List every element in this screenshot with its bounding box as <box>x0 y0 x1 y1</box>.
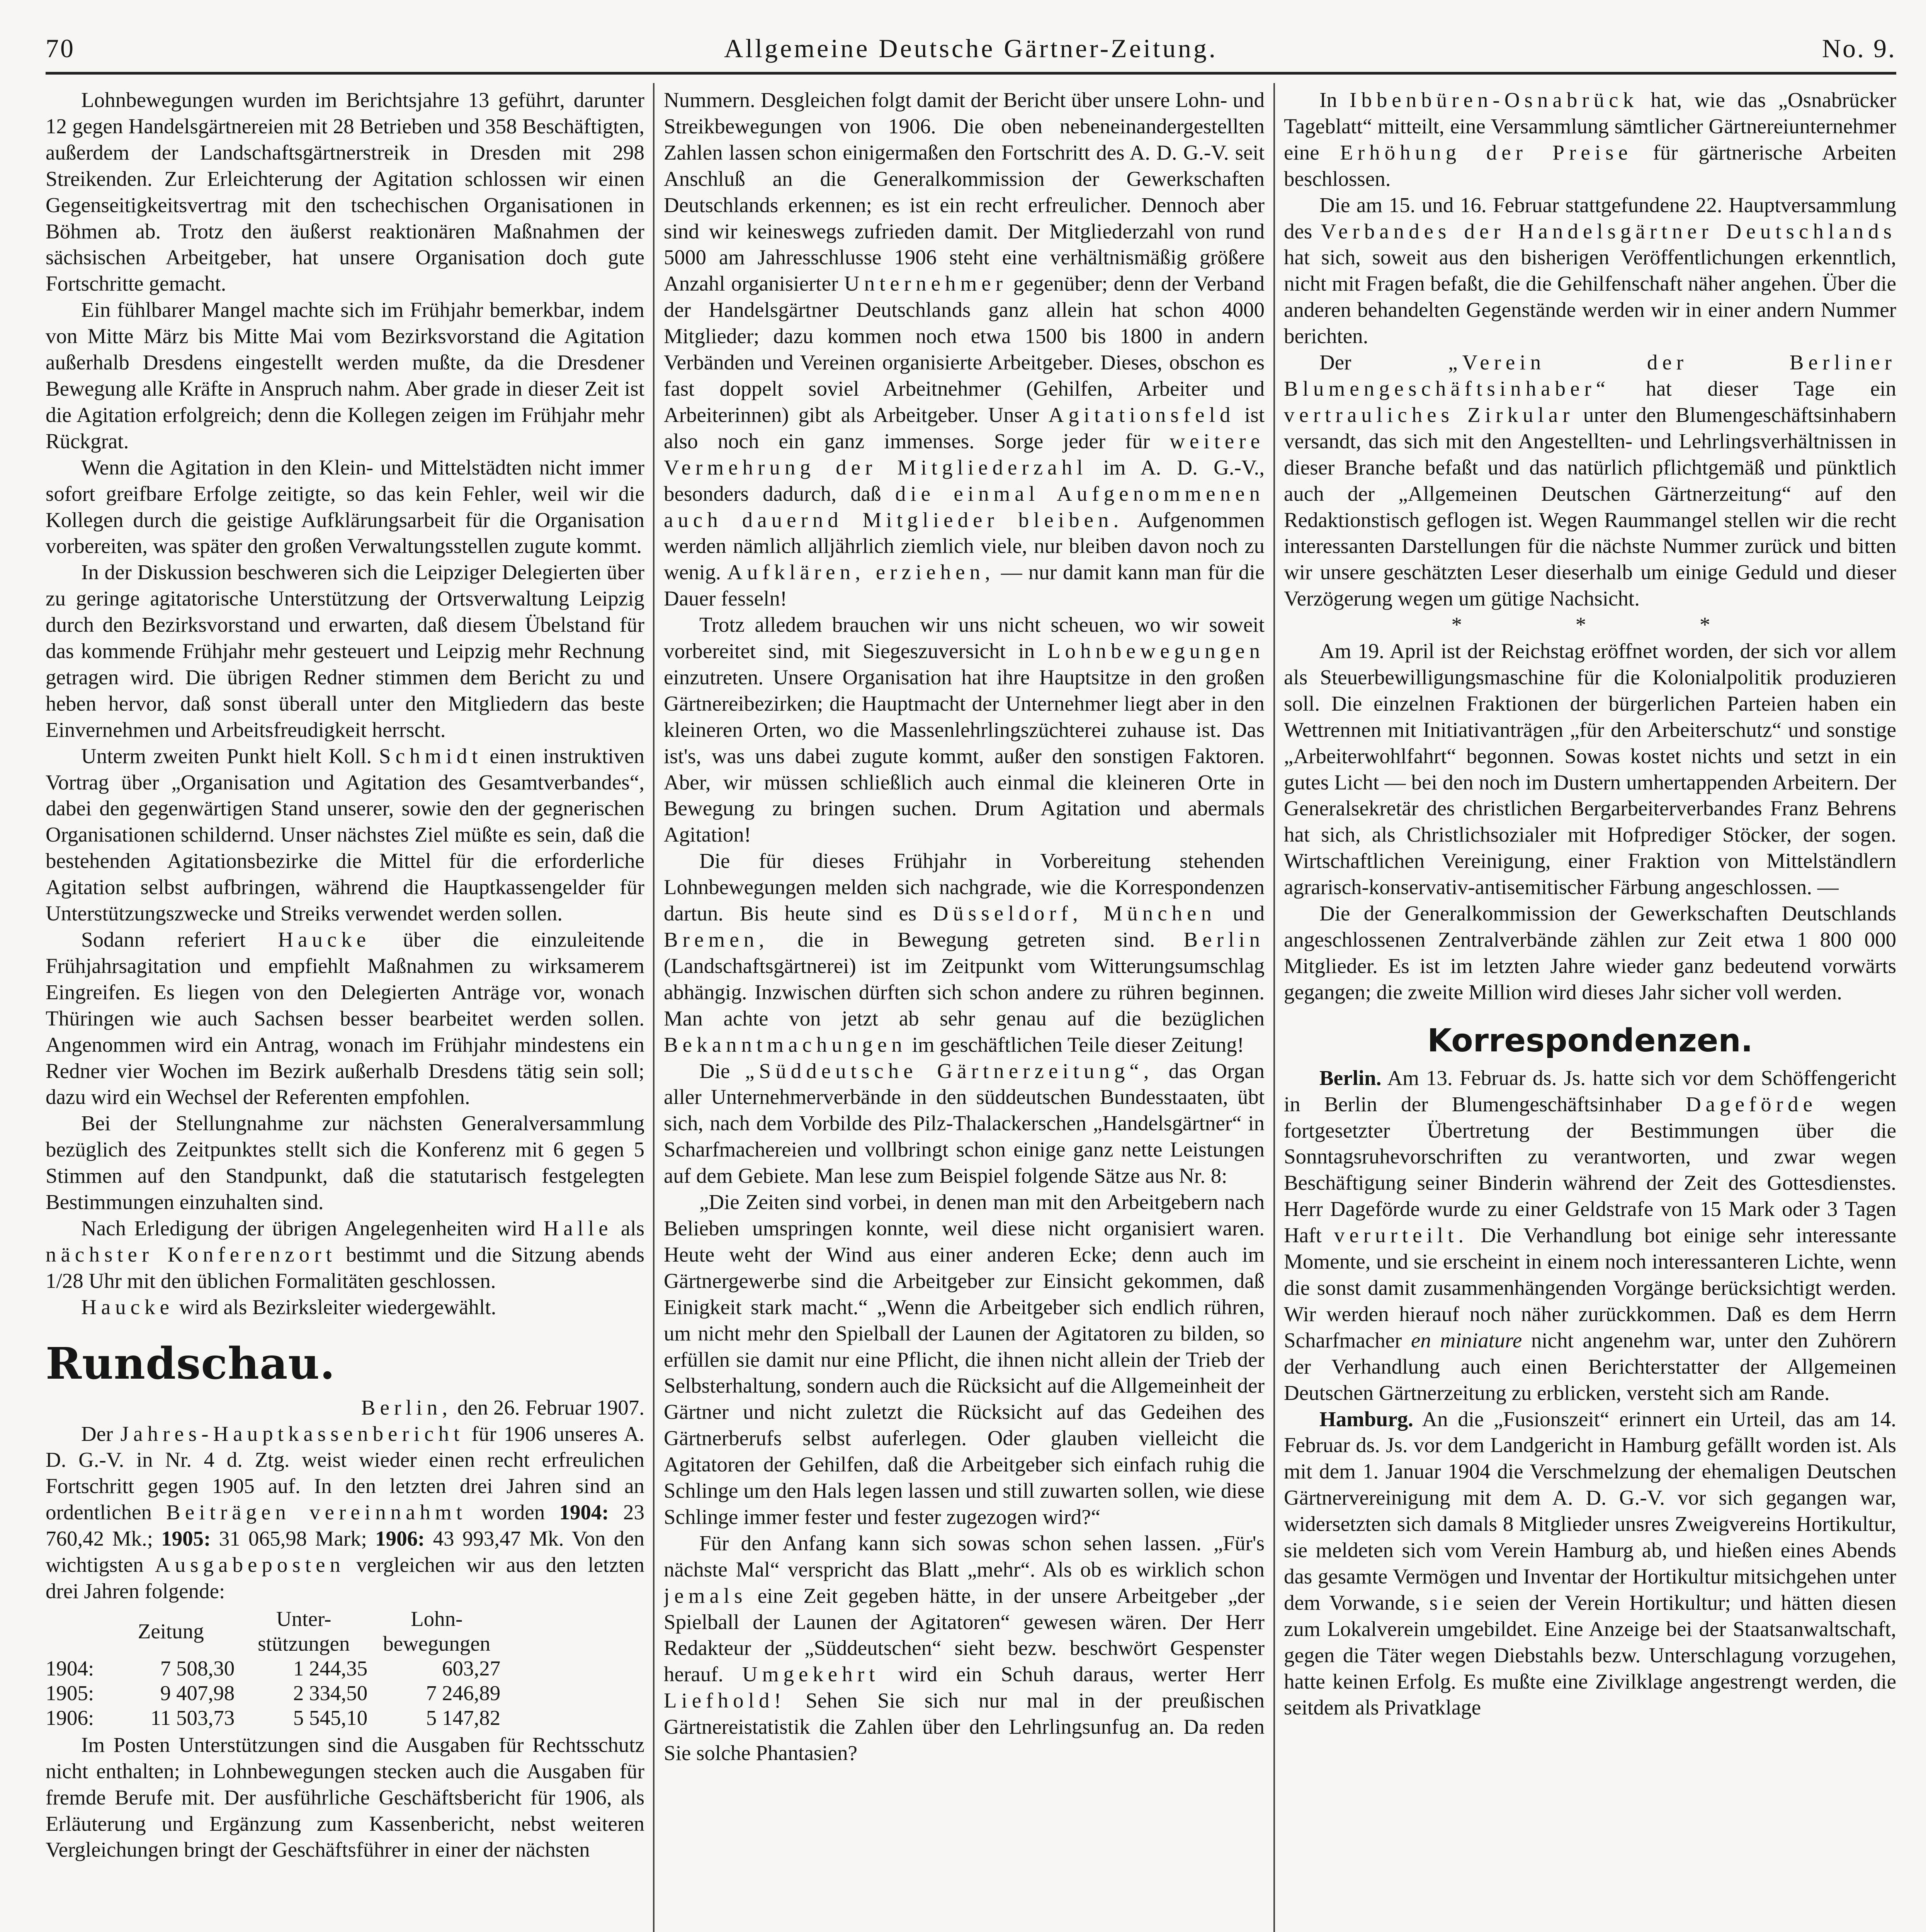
paragraph: In der Diskussion beschweren sich die Leipziger Delegierten über zu geringe agitatorische Unterstützung der Ortsverwaltung Leipzig durch den Bezirksvorstand und erwarten, daß diesem Übelstand für das kommende Frühjahr mehr gesteuert und Leipzig mehr Rechnung getragen wird. Die übrigen Redner stimmen dem Bericht zu und heben hervor, daß sonst überall unter den Mitgliedern das beste Einvernehmen und Arbeitsfreudigkeit herrscht. <box>46 560 644 742</box>
text-run: über die einzuleitende Frühjahrsagitation und empfiehlt Maßnahmen zu wirksamerem Eingreifen. Es liegen von den Delegierten Anträge vor, wonach Thüringen wie auch Sachsen besser bearbeitet werden sollen. Angenommen wird ein Antrag, wonach im Frühjahr mindestens ein Redner vier Wochen im Bezirk außerhalb Dresdens tätig sein soll; dazu wird ein Wechsel der Referenten empfohlen. <box>46 928 644 1109</box>
spaced-text: vertrauliches Zirkular <box>1284 403 1574 427</box>
table-row <box>46 1706 506 1730</box>
section-heading-korrespondenzen: Korrespondenzen. <box>1427 1022 1753 1059</box>
spaced-text: Ausgabeposten <box>155 1553 345 1577</box>
paragraph <box>1284 192 1896 349</box>
text-run: Sodann referiert <box>81 928 246 951</box>
header-rule <box>46 72 1896 75</box>
text-run: — nur damit kann man für die Dauer fesseln! <box>664 560 1265 611</box>
spaced-text: Berlin, <box>361 1395 452 1419</box>
paragraph <box>46 927 644 1110</box>
spaced-text: Agitationsfeld <box>1048 403 1235 427</box>
paragraph <box>664 612 1265 848</box>
text-run: wird als Bezirksleiter wiedergewählt. <box>179 1295 496 1319</box>
text-run: worden <box>481 1500 545 1524</box>
table-cell: 7 246,89 <box>426 1681 501 1705</box>
spaced-text: „Verein der Berliner Blumengeschäftsinhaber“ <box>1284 350 1896 400</box>
text-run: Die <box>699 1059 730 1083</box>
text-run: Nummern. Desgleichen folgt damit der Bericht über unsere Lohn- und Streikbewegungen von 1906. Die oben nebeneinandergestellten Zahlen lassen schon einigermaßen den Fortschritt des A. D. G.-V. seit Anschluß an die Generalkommission der Gewerkschaften Deutschlands erkennen; es ist ein recht erfreulicher. Dennoch aber sind wir keineswegs zufrieden damit. Der Mitgliederzahl von rund 5000 am Jahresschlusse 1906 steht eine verhältnismäßig größere Anzahl organisierter <box>664 88 1265 296</box>
table-cell: 1905: <box>46 1681 94 1705</box>
paragraph: Wenn die Agitation in den Klein- und Mittelstädten nicht immer sofort greifbare Erfolge zeitigte, so das kein Fehler, weil wir die Kollegen durch die geistige Aufklärungsarbeit für die Organisation vorbereiten, was später den großen Verwaltungsstellen zugute kommt. <box>46 455 644 558</box>
spaced-text: Lohnbewegungen <box>1047 639 1265 663</box>
table-row <box>46 1681 506 1706</box>
table-header: Lohn-bewegungen <box>383 1607 491 1655</box>
paragraph <box>1284 87 1896 192</box>
table-cell: 1904: <box>46 1656 94 1680</box>
text-run: nicht angenehm war, unter den Zuhörern der Verhandlung auch einen Berichterstatter der Allgemeinen Deutschen Gärtnerzeitung zu erblicken, versteht sich am Rande. <box>1284 1328 1896 1405</box>
text-run: im geschäftlichen Teile dieser Zeitung! <box>912 1032 1244 1056</box>
section-divider-stars: * * * <box>1451 613 1765 637</box>
newspaper-title: Allgemeine Deutsche Gärtner-Zeitung. <box>724 34 1218 63</box>
text-run: im A. D. G.-V., besonders dadurch, daß <box>664 455 1265 505</box>
text-run: einzutreten. Unsere Organisation hat ihre Hauptsitze in den großen Gärtnereibezirken; die Hauptmacht der Unternehmer liegt aber in den kleineren Orten, wo die Massenlehrlingszüchterei zuhause ist. Das ist's, was uns dabei zugute kommt, außer den sonstigen Faktoren. Aber, wir müssen schließlich auch einmal die kleineren Orte in Bewegung zu bringen suchen. Drum Agitation und abermals Agitation! <box>664 665 1265 847</box>
spaced-text: sie <box>1429 1590 1467 1614</box>
text-run: Für den Anfang kann sich sowas schon sehen lassen. „Für's nächste Mal“ verspricht das Blatt „mehr“. Als ob es wirklich schon <box>664 1531 1265 1581</box>
paragraph <box>1284 349 1896 612</box>
text-run: Trotz alledem brauchen wir uns nicht scheuen, wo wir soweit vorbereitet sind, mit Siegeszuversicht in <box>664 613 1265 663</box>
dateline <box>46 1395 644 1421</box>
text-run: den 26. Februar 1907. <box>457 1395 644 1419</box>
spaced-text: „Süddeutsche Gärtnerzeitung“, <box>745 1059 1154 1083</box>
table-row <box>46 1656 506 1681</box>
paragraph: Bei der Stellungnahme zur nächsten Generalversammlung bezüglich des Zeitpunktes stellt sich die Konferenz mit 6 gegen 5 Stimmen auf den Standpunkt, daß die statutarisch festgelegten Bestimmungen einzuhalten sind. <box>46 1111 644 1214</box>
text-run: vergleichen wir aus den letzten drei Jahren folgende: <box>46 1553 644 1603</box>
paragraph <box>664 1530 1265 1766</box>
spaced-text: verurteilt. <box>1334 1223 1469 1247</box>
spaced-text: Unternehmer <box>844 272 1008 296</box>
text-run: Die für dieses Frühjahr in Vorbereitung stehenden Lohnbewegungen melden sich nachgrade, wie die Korrespondenzen dartun. Bis heute sind es <box>664 849 1265 925</box>
table-cell: 7 508,30 <box>160 1656 235 1680</box>
spaced-text: Bekanntmachungen <box>664 1032 907 1056</box>
text-run: eine Zeit gegeben hätte, in der unsere Arbeitgeber „der Spielball der Launen der Agitatoren“ gewesen wären. Der Herr Redakteur der „Süddeutschen“ sieht bezw. beschwört Gespenster herauf. <box>664 1583 1265 1686</box>
spaced-text: weitere Vermehrung der Mitgliederzahl <box>664 429 1265 479</box>
italic-text: en miniature <box>1411 1328 1522 1352</box>
text-run: die in Bewegung getreten sind. <box>797 928 1155 951</box>
city-label: Berlin. <box>1319 1066 1382 1090</box>
spaced-text: Ibbenbüren-Osnabrück <box>1350 88 1639 112</box>
text-run: (Landschaftsgärtnerei) ist im Zeitpunkt vom Witterungsumschlag abhängig. Inzwischen dürften sich schon andere zu rühren beginnen. Man achte von jetzt ab sehr genau auf die bezüglichen <box>664 954 1265 1030</box>
column-right <box>1284 87 1896 1932</box>
text-run: für gärtnerische Arbeiten beschlossen. <box>1284 140 1896 190</box>
spaced-name: Dageförde <box>1685 1092 1817 1116</box>
spaced-text: die einmal Aufgenommenen auch dauernd Mitglieder bleiben. <box>664 481 1265 532</box>
spaced-text: Liefhold! <box>664 1689 786 1713</box>
quotation: „Die Zeiten sind vorbei, in denen man mit den Arbeitgebern nach Belieben umspringen konnte, weil diese nicht organisiert waren. Heute weht der Wind aus einer anderen Ecke; denn auch im Gärtnergewerbe sind die Arbeitgeber zur Einsicht gekommen, daß Einigkeit stark macht.“ „Wenn die Arbeitgeber sich endlich rühren, um nicht mehr den Spielball der Launen der Agitatoren zu bilden, so erfüllen sie damit nur eine Pflicht, die ihnen nicht allein der Trieb der Selbsterhaltung, sondern auch die Rücksicht auf die Allgemeinheit der Gärtner und nicht zuletzt die Rücksicht auf das Gedeihen des Gärtnerberufs selbst auferlegen. Oder glauben vielleicht die Agitatoren der Gehilfen, daß die Arbeitgeber sich einfach ruhig die Schlinge um den Hals legen lassen und still zuwarten sollen, wie diese Schlinge immer fester und fester zugezogen wird?“ <box>664 1190 1265 1529</box>
paragraph: Lohnbewegungen wurden im Berichtsjahre 13 geführt, darunter 12 gegen Handelsgärtnereien mit 28 Betrieben und 358 Beschäftigten, außerdem der Landschaftsgärtnerstreik in Dresden mit 298 Streikenden. Zur Erleichterung der Agitation schlossen wir einen Gegenseitigkeitsvertrag mit den tschechischen Organisationen in Böhmen ab. Trotz den äußerst reaktionären Maßnahmen der sächsischen Arbeitgeber, hat unsere Organisation doch gute Fortschritte gemacht. <box>46 88 644 296</box>
text-run: 43 993,47 Mk. Von den wichtigsten <box>46 1527 644 1577</box>
year-label: 1905: <box>161 1527 211 1551</box>
paragraph <box>664 87 1265 612</box>
spaced-text: Aufklären, erziehen, <box>727 560 995 584</box>
paragraph <box>664 1058 1265 1189</box>
text-run: hat, wie das „Osnabrücker Tageblatt“ mitteilt, eine Versammlung sämtlicher Gärtnereiunternehmer eine <box>1284 88 1896 164</box>
text-run: Der <box>81 1422 113 1446</box>
column-left <box>46 87 644 1932</box>
text-run: Am 13. Februar ds. Js. hatte sich vor dem Schöffengericht in Berlin der Blumengeschäftsinhaber <box>1284 1066 1896 1116</box>
paragraph <box>46 1421 644 1604</box>
paragraph: Ein fühlbarer Mangel machte sich im Frühjahr bemerkbar, indem von Mitte März bis Mitte Mai vom Bezirksvorstand die Agitation außerhalb Dresdens eingestellt werden mußte, da die Dresdener Bewegung alle Kräfte in Anspruch nahm. Aber grade in dieser Zeit ist die Agitation erfolgreich; denn die Kollegen zeigen im Frühjahr mehr Rückgrat. <box>46 298 644 453</box>
text-run: Nach Erledigung der übrigen Angelegenheiten wird <box>81 1216 535 1240</box>
text-run: Sehen Sie sich nur mal in der preußischen Gärtnereistatistik die Zahlen über den Lehrlingsunfug an. Da reden Sie solche Phantasien? <box>664 1689 1265 1765</box>
paragraph <box>664 848 1265 1058</box>
spaced-text: Halle <box>543 1216 613 1240</box>
text-run: Unterm zweiten Punkt hielt Koll. <box>81 744 372 768</box>
column-middle <box>664 87 1265 1932</box>
text-run: seien der Verein Hortikultur; und hätten diesen zum Lokalverein umgebildet. Eine Anzeige bei der Staatsanwaltschaft, gegen die Täter wegen Diebstahls bezw. Unterschlagung vorzugehen, hatte keinen Erfolg. Es mußte eine Zivilklage angestrengt werden, die seitdem als Privatklage <box>1284 1590 1896 1719</box>
year-label: 1904: <box>559 1500 609 1524</box>
text-run: Der <box>1319 350 1351 374</box>
table-cell: 5 147,82 <box>426 1706 501 1730</box>
table-cell: 603,27 <box>442 1656 501 1680</box>
text-run: hat dieser Tage ein <box>1646 376 1896 400</box>
text-run: hat sich, soweit aus den bisherigen Veröffentlichungen erkenntlich, nicht mit Fragen befaßt, die die Gehilfenschaft näher angehen. Über die anderen behandelten Gegenstände werden wir in einer andern Nummer berichten. <box>1284 245 1896 348</box>
table-cell: 5 545,10 <box>293 1706 368 1730</box>
paragraph: Am 19. April ist der Reichstag eröffnet worden, der sich vor allem als Steuerbewilligungsmaschine für die Kolonialpolitik produzieren soll. Die einzelnen Fraktionen der bürgerlichen Parteien haben ein Wettrennen mit Initiativanträgen „für den Arbeiterschutz“ und sonstige „Arbeiterwohlfahrt“ begonnen. Sowas kostet nichts und setzt in ein gutes Licht — bei den noch im Dustern umhertappenden Arbeitern. Der Generalsekretär des christlichen Bergarbeiterverbandes Franz Behrens hat sich, als Christlichsozialer mit Hofprediger Stöcker, der sogen. Wirtschaftlichen Vereinigung, einer Fraktion von Mittelständlern agrarisch-konservativ-antisemitischer Färbung angeschlossen. — <box>1284 639 1896 899</box>
text-run: einen instruktiven Vortrag über „Organisation und Agitation des Gesamtverbandes“, dabei den gegenwärtigen Stand unserer, sowie den der gegnerischen Organisationen schildernd. Unser nächstes Ziel müßte es sein, daß die bestehenden Agitationsbezirke die Mittel für die erforderliche Agitation selbst aufbringen, während die Hauptkassengelder für Unterstützungszwecke und Streiks verwendet werden sollen. <box>46 744 644 925</box>
text-run: bestimmt und die Sitzung abends 1/28 Uhr mit den üblichen Formalitäten geschlossen. <box>46 1242 644 1293</box>
text-run: als <box>620 1216 644 1240</box>
expense-table <box>46 1607 506 1730</box>
text-run: das Organ aller Unternehmerverbände in den süddeutschen Bundesstaaten, übt sich, nach dem Vorbilde des Pilz-Thalackerschen „Handelsgärtner“ in Scharfmachereien und vollbringt schon einige ganz nette Leistungen auf dem Gebiete. Man lese zum Beispiel folgende Sätze aus Nr. 8: <box>664 1059 1265 1188</box>
text-run: An die „Fusionszeit“ erinnert ein Urteil, das am 14. Februar ds. Js. vor dem Landgericht in Hamburg gefällt worden ist. Als mit dem 1. Januar 1904 die Verschmelzung der ehemaligen Deutschen Gärtnervereinigung mit dem A. D. G.-V. vor sich gegangen war, widersetzten sich damals 8 Mitglieder unsres Zweigvereins Hortikultur, sie meldeten sich vom Verein Hamburg ab, und hießen eines Abends das gesamte Vermögen und Inventar der Hortikultur mitsichgehen unter dem Vorwande, <box>1284 1407 1896 1614</box>
spaced-text: Berlin <box>1183 928 1265 951</box>
city-label: Hamburg. <box>1319 1407 1413 1431</box>
spaced-name: Haucke <box>81 1295 174 1319</box>
table-header-row <box>46 1607 506 1656</box>
paragraph <box>1284 1406 1896 1721</box>
text-run: Die Verhandlung bot einige sehr interessante Momente, und sie erscheint in einem noch interessanteren Lichte, wenn die sonst damit zusammenhängenden Vorgänge berücksichtigt werden. Wir werden hierauf noch näher zurückkommen. Daß es dem Herrn Scharfmacher <box>1284 1223 1896 1352</box>
column-divider <box>653 83 654 1932</box>
spaced-text: nächster Konferenzort <box>46 1242 337 1266</box>
paragraph: Die der Generalkommission der Gewerkschaften Deutschlands angeschlossenen Zentralverbände zählen zur Zeit etwa 1 800 000 Mitglieder. Es ist im letzten Jahre wieder ganz bedeutend vorwärts gegangen; die zweite Million wird dieses Jahr sicher voll werden. <box>1284 901 1896 1004</box>
spaced-name: Haucke <box>278 928 371 951</box>
text-run: gegenüber; denn der Verband der Handelsgärtner Deutschlands ganz allein hat schon 4000 Mitglieder; dazu kommen noch etwa 1500 bis 1800 in andern Verbänden und Vereinen organisierte Arbeitgeber. Dieses, obschon es fast doppelt soviel Arbeitnehmer (Gehilfen, Arbeiter und Arbeiterinnen) gibt als Arbeitgeber. Unser <box>664 272 1265 427</box>
paragraph <box>46 1215 644 1294</box>
spaced-text: Düsseldorf, München <box>933 901 1217 925</box>
paragraph <box>46 743 644 927</box>
spaced-text: Verbandes der Handelsgärtner Deutschlands <box>1321 219 1896 243</box>
spaced-name: Schmidt <box>379 744 483 768</box>
spaced-text: Umgekehrt <box>742 1662 880 1686</box>
spaced-text: Beiträgen vereinnahmt <box>166 1500 467 1524</box>
text-run: ist also noch ein ganz immenses. Sorge jeder für <box>664 403 1265 453</box>
issue-number: No. 9. <box>1822 34 1896 63</box>
spaced-text: jemals <box>664 1583 747 1607</box>
table-cell: 1 244,35 <box>293 1656 368 1680</box>
column-divider <box>1273 83 1275 1932</box>
table-cell: 1906: <box>46 1706 94 1730</box>
text-run: wird ein Schuh daraus, werter Herr <box>898 1662 1265 1686</box>
text-run: Aufgenommen werden nämlich alljährlich ziemlich viele, nur bleiben davon noch zu wenig. <box>664 508 1265 584</box>
text-run: In <box>1319 88 1337 112</box>
table-header <box>46 1607 107 1656</box>
paragraph: Im Posten Unterstützungen sind die Ausgaben für Rechtsschutz nicht enthalten; in Lohnbewegungen stecken auch die Ausgaben für fremde Berufe mit. Der ausführliche Geschäftsbericht für 1906, als Erläuterung und Ergänzung zum Kassenbericht, nebst weiteren Vergleichungen bringt der Geschäftsführer in einer der nächsten <box>46 1733 644 1862</box>
text-run: wegen fortgesetzter Übertretung der Bestimmungen über die Sonntagsruhevorschriften zu verantworten, und zwar wegen Beschäftigung seiner Binderin während der Zeit des Gottesdienstes. Herr Dageförde wurde zu einer Geldstrafe von 15 Mark oder 3 Tagen Haft <box>1284 1092 1896 1247</box>
spaced-text: Jahres-Hauptkassenbericht <box>120 1422 464 1446</box>
text-run: 23 760,42 Mk.; <box>46 1500 644 1551</box>
text-run: Die am 15. und 16. Februar stattgefundene 22. Hauptversammlung des <box>1284 193 1896 243</box>
year-label: 1906: <box>375 1527 425 1551</box>
table-cell: 9 407,98 <box>160 1681 235 1705</box>
paragraph <box>1284 1065 1896 1406</box>
table-cell: 2 334,50 <box>293 1681 368 1705</box>
table-header: Zeitung <box>138 1619 204 1643</box>
table-cell: 11 503,73 <box>150 1706 235 1730</box>
text-run: unter den Blumengeschäftsinhabern versandt, das sich mit den Angestellten- und Lehrlingsverhältnissen in dieser Branche befaßt und das natürlich pflichtgemäß und pünktlich auch der „Allgemeinen Deutschen Gärtnerzeitung“ auf den Redaktionstisch geflogen ist. Wegen Raummangel stellen wir die recht interessanten Darstellungen für die nächste Nummer zurück und bitten wir unsere geschätzten Leser dieserhalb um einige Geduld und dieser Verzögerung wegen um gütige Nachsicht. <box>1284 403 1896 611</box>
spaced-text: Bremen, <box>664 928 769 951</box>
text-run: für 1906 unseres A. D. G.-V. in Nr. 4 d. Ztg. weist wieder einen recht erfreulichen Fortschritt gegen 1905 auf. In den letzten drei Jahren sind an ordentlichen <box>46 1422 644 1524</box>
text-run: 31 065,98 Mark; <box>219 1527 367 1551</box>
table-header: Unter-stützungen <box>258 1607 350 1655</box>
text-run: und <box>1232 901 1265 925</box>
section-heading-rundschau: Rundschau. <box>46 1338 335 1389</box>
spaced-text: Erhöhung der Preise <box>1340 140 1632 164</box>
page-header <box>46 30 1896 73</box>
page-number: 70 <box>46 34 75 63</box>
paragraph <box>46 1294 644 1320</box>
